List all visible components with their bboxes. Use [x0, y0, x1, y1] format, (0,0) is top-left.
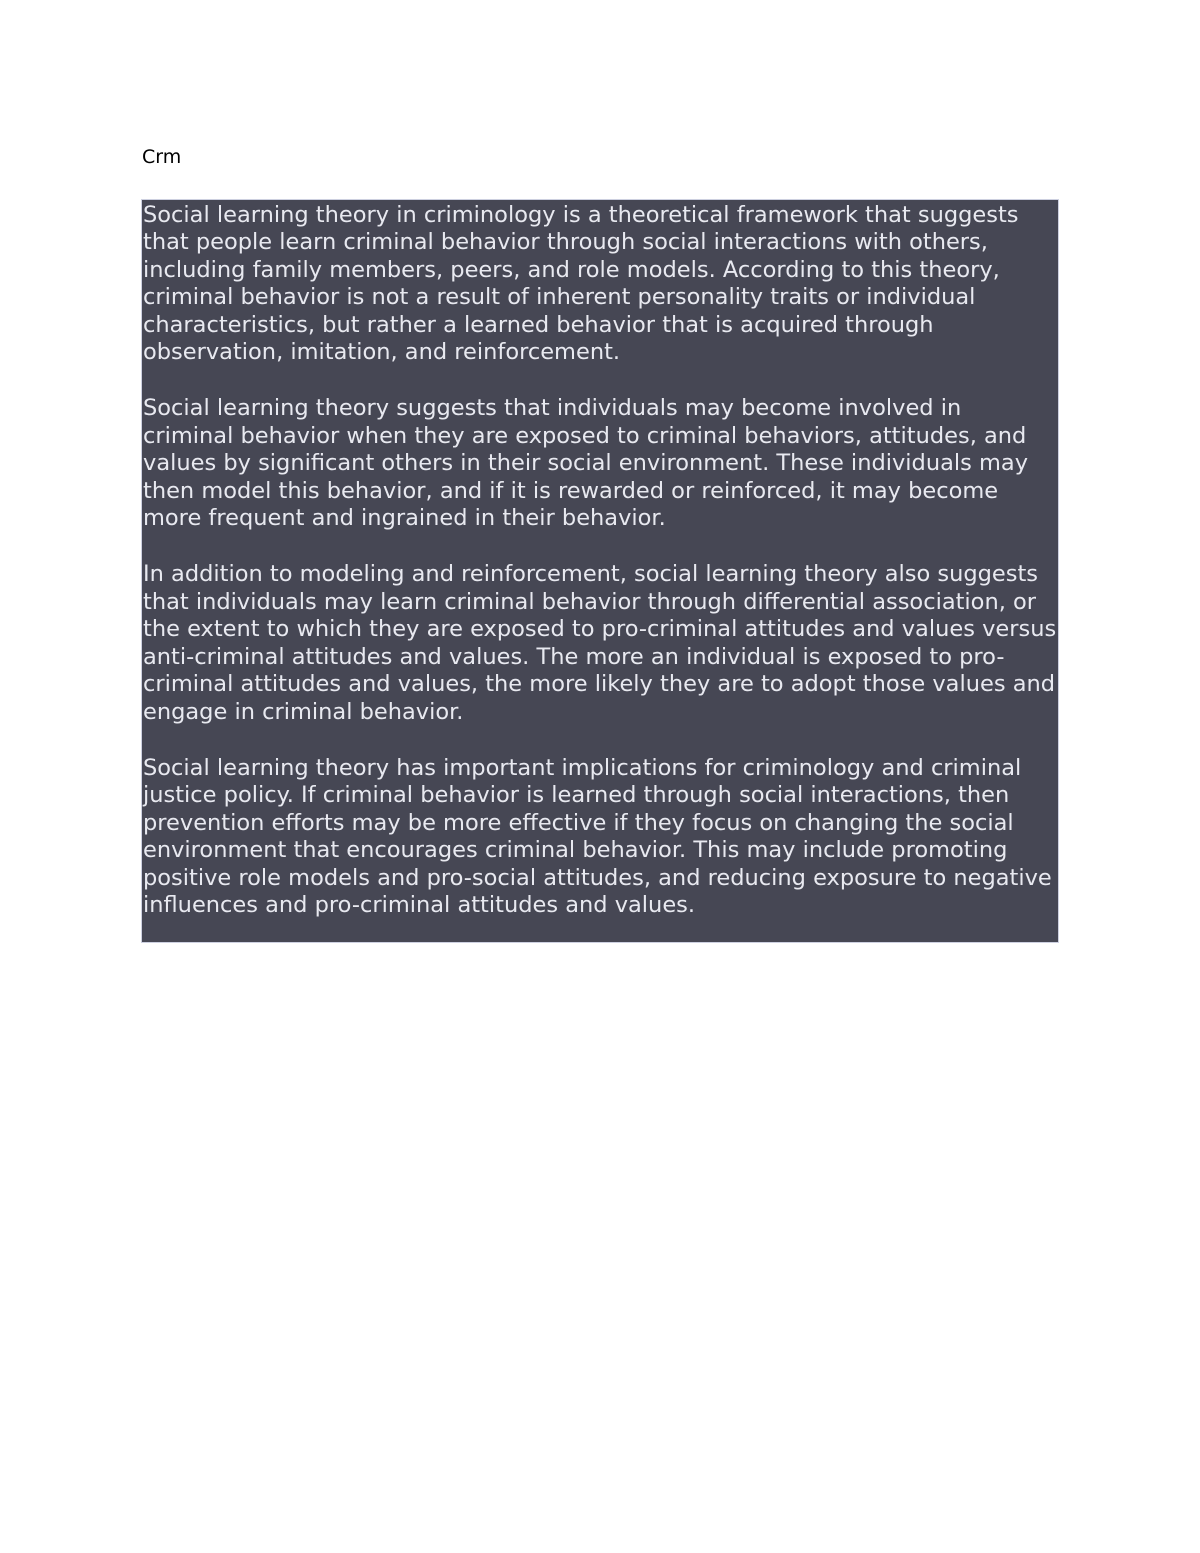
- paragraph-3: In addition to modeling and reinforcement, social learning theory also suggests that individuals may learn criminal behavior through differential association, or the extent to which they are exposed to pro-criminal attitudes and values versus anti-criminal attitudes and values. The more an individual is exposed to pro-criminal attitudes and values, the more likely they are to adopt those values and engage in criminal behavior.: [143, 561, 1057, 725]
- highlighted-text-block[interactable]: [141, 199, 1059, 943]
- paragraph-2: Social learning theory suggests that individuals may become involved in criminal behavior when they are exposed to criminal behaviors, attitudes, and values by significant others in their social environment. These individuals may then model this behavior, and if it is rewarded or reinforced, it may become more frequent and ingrained in their behavior.: [143, 395, 1029, 532]
- document-title: Crm: [142, 146, 182, 168]
- paragraph-1: Social learning theory in criminology is a theoretical framework that suggests that people learn criminal behavior through social interactions with others, including family members, peers, and role models. According to this theory, criminal behavior is not a result of inherent personality traits or individual characteristics, but rather a learned behavior that is acquired through observation, imitation, and reinforcement.: [143, 202, 1019, 366]
- paragraph-4: Social learning theory has important implications for criminology and criminal justice policy. If criminal behavior is learned through social interactions, then prevention efforts may be more effective if they focus on changing the social environment that encourages criminal behavior. This may include promoting positive role models and pro-social attitudes, and reducing exposure to negative influences and pro-criminal attitudes and values.: [143, 754, 1052, 918]
